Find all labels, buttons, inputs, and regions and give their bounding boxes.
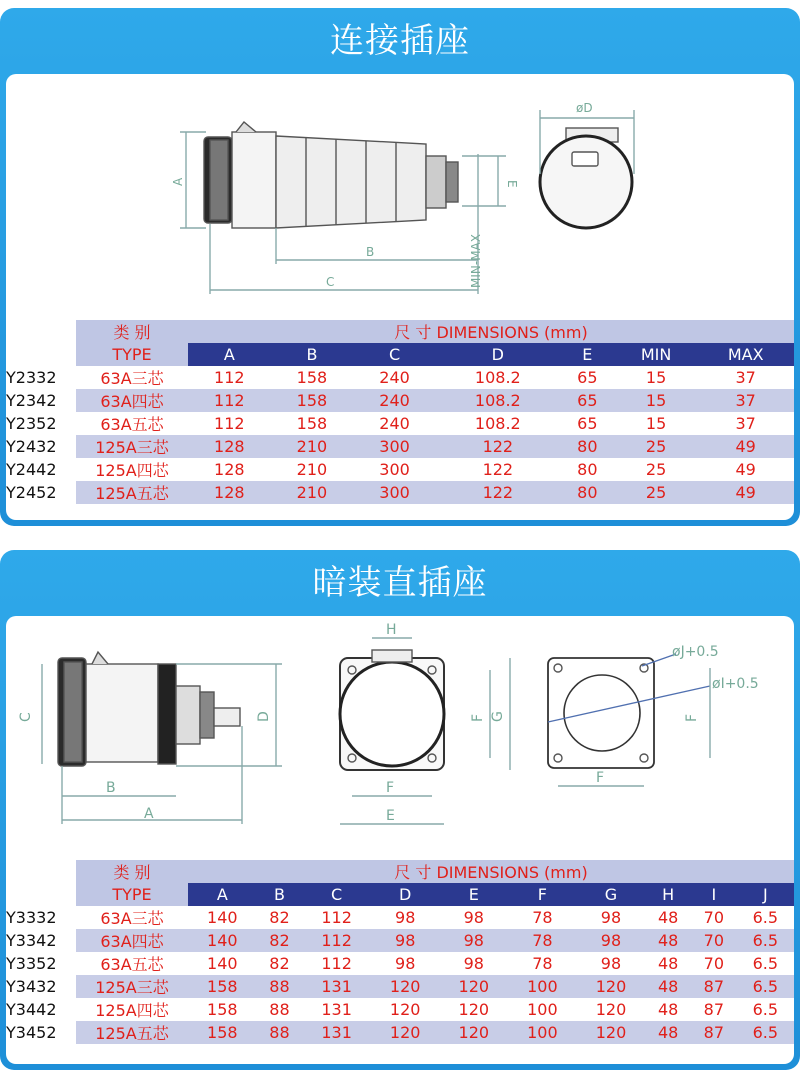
value-cell: 112 (188, 366, 271, 389)
table-row (6, 458, 794, 481)
value-cell: 78 (508, 929, 577, 952)
value-cell: 49 (697, 481, 794, 504)
type-header-cn: 类 别 (76, 860, 188, 883)
label-F-side: F (470, 713, 486, 722)
column-header: MAX (697, 343, 794, 366)
value-cell: 6.5 (737, 998, 794, 1021)
type-header-cn: 类 别 (76, 320, 188, 343)
value-cell: 122 (436, 435, 560, 458)
value-cell: 87 (691, 998, 737, 1021)
model-code: Y2452 (6, 481, 76, 504)
flush-socket-drawing (6, 616, 794, 838)
type-cell: 125A五芯 (76, 1021, 188, 1044)
dimensions-table-2 (6, 860, 794, 1044)
type-header-en: TYPE (76, 343, 188, 366)
value-cell: 158 (271, 366, 354, 389)
value-cell: 120 (440, 998, 509, 1021)
value-cell: 122 (436, 458, 560, 481)
value-cell: 158 (188, 998, 257, 1021)
column-header: A (188, 883, 257, 906)
value-cell: 87 (691, 975, 737, 998)
label-G: G (490, 711, 506, 722)
value-cell: 6.5 (737, 975, 794, 998)
model-code: Y3432 (6, 975, 76, 998)
value-cell: 37 (697, 389, 794, 412)
table-row (6, 481, 794, 504)
column-header: B (271, 343, 354, 366)
column-header: D (436, 343, 560, 366)
value-cell: 158 (188, 975, 257, 998)
value-cell: 88 (257, 998, 303, 1021)
label-D: D (256, 711, 272, 722)
value-cell: 6.5 (737, 906, 794, 929)
value-cell: 48 (645, 998, 691, 1021)
value-cell: 128 (188, 435, 271, 458)
column-header: D (371, 883, 440, 906)
value-cell: 98 (371, 906, 440, 929)
value-cell: 87 (691, 1021, 737, 1044)
type-cell: 63A三芯 (76, 366, 188, 389)
type-cell: 125A三芯 (76, 975, 188, 998)
value-cell: 112 (302, 952, 371, 975)
value-cell: 65 (560, 412, 615, 435)
label-A: A (171, 177, 185, 186)
value-cell: 112 (188, 389, 271, 412)
section-connector-socket (0, 8, 800, 526)
dimensions-header: 尺 寸 DIMENSIONS (mm) (188, 860, 794, 883)
model-code: Y2332 (6, 366, 76, 389)
model-code: Y3342 (6, 929, 76, 952)
label-H: H (386, 622, 397, 638)
value-cell: 210 (271, 481, 354, 504)
value-cell: 49 (697, 435, 794, 458)
column-header: G (577, 883, 646, 906)
value-cell: 98 (440, 929, 509, 952)
label-I: øI+0.5 (712, 676, 759, 692)
value-cell: 108.2 (436, 366, 560, 389)
value-cell: 98 (371, 952, 440, 975)
value-cell: 98 (440, 952, 509, 975)
value-cell: 15 (615, 412, 698, 435)
label-B: B (366, 245, 375, 259)
value-cell: 15 (615, 366, 698, 389)
value-cell: 6.5 (737, 929, 794, 952)
value-cell: 48 (645, 975, 691, 998)
section-title: 暗装直插座 (312, 563, 488, 603)
table-row (6, 412, 794, 435)
label-C: C (326, 275, 335, 289)
value-cell: 112 (302, 929, 371, 952)
value-cell: 131 (302, 1021, 371, 1044)
value-cell: 128 (188, 458, 271, 481)
section-body (6, 616, 794, 1064)
value-cell: 48 (645, 1021, 691, 1044)
model-code: Y3452 (6, 1021, 76, 1044)
value-cell: 15 (615, 389, 698, 412)
value-cell: 240 (353, 389, 436, 412)
table-row (6, 929, 794, 952)
column-header: F (508, 883, 577, 906)
value-cell: 120 (440, 1021, 509, 1044)
table-row (6, 975, 794, 998)
value-cell: 25 (615, 458, 698, 481)
value-cell: 120 (577, 975, 646, 998)
column-header: A (188, 343, 271, 366)
column-header: C (302, 883, 371, 906)
model-code: Y3442 (6, 998, 76, 1021)
label-A: A (144, 806, 154, 822)
column-header: MIN (615, 343, 698, 366)
value-cell: 131 (302, 998, 371, 1021)
table-row (6, 952, 794, 975)
value-cell: 25 (615, 481, 698, 504)
value-cell: 140 (188, 906, 257, 929)
value-cell: 80 (560, 458, 615, 481)
label-E: E (505, 180, 519, 188)
label-D: øD (576, 101, 593, 115)
value-cell: 6.5 (737, 1021, 794, 1044)
value-cell: 78 (508, 952, 577, 975)
label-F-front: F (386, 780, 395, 796)
value-cell: 48 (645, 952, 691, 975)
table-row (6, 998, 794, 1021)
value-cell: 112 (302, 906, 371, 929)
value-cell: 25 (615, 435, 698, 458)
model-code: Y2342 (6, 389, 76, 412)
value-cell: 300 (353, 481, 436, 504)
model-code: Y2432 (6, 435, 76, 458)
value-cell: 120 (577, 998, 646, 1021)
label-F-cutout-h: F (596, 770, 605, 786)
section-flush-socket (0, 550, 800, 1070)
model-code: Y2442 (6, 458, 76, 481)
value-cell: 128 (188, 481, 271, 504)
value-cell: 108.2 (436, 412, 560, 435)
value-cell: 98 (440, 906, 509, 929)
label-C: C (18, 712, 34, 722)
value-cell: 48 (645, 906, 691, 929)
label-E: E (386, 808, 395, 824)
value-cell: 122 (436, 481, 560, 504)
value-cell: 108.2 (436, 389, 560, 412)
value-cell: 100 (508, 998, 577, 1021)
type-cell: 63A四芯 (76, 389, 188, 412)
value-cell: 98 (577, 906, 646, 929)
value-cell: 65 (560, 389, 615, 412)
column-header: E (440, 883, 509, 906)
value-cell: 98 (577, 952, 646, 975)
column-header: J (737, 883, 794, 906)
type-cell: 63A四芯 (76, 929, 188, 952)
table-row (6, 389, 794, 412)
value-cell: 300 (353, 458, 436, 481)
column-header: C (353, 343, 436, 366)
label-J: øJ+0.5 (672, 644, 719, 660)
value-cell: 98 (577, 929, 646, 952)
table-row (6, 1021, 794, 1044)
value-cell: 70 (691, 929, 737, 952)
type-cell: 63A三芯 (76, 906, 188, 929)
value-cell: 78 (508, 906, 577, 929)
connector-drawing (6, 74, 794, 304)
value-cell: 82 (257, 929, 303, 952)
value-cell: 70 (691, 906, 737, 929)
value-cell: 120 (371, 1021, 440, 1044)
type-cell: 125A五芯 (76, 481, 188, 504)
column-header: H (645, 883, 691, 906)
table-row (6, 906, 794, 929)
value-cell: 88 (257, 1021, 303, 1044)
label-F-cutout-v: F (684, 713, 700, 722)
type-cell: 125A四芯 (76, 998, 188, 1021)
type-header-en: TYPE (76, 883, 188, 906)
dimensions-table-1 (6, 320, 794, 504)
table-row (6, 435, 794, 458)
value-cell: 37 (697, 412, 794, 435)
value-cell: 88 (257, 975, 303, 998)
section-body (6, 74, 794, 520)
column-header: I (691, 883, 737, 906)
value-cell: 6.5 (737, 952, 794, 975)
section-title: 连接插座 (330, 21, 470, 61)
model-code: Y2352 (6, 412, 76, 435)
value-cell: 80 (560, 435, 615, 458)
column-header: B (257, 883, 303, 906)
model-code: Y3332 (6, 906, 76, 929)
type-cell: 63A五芯 (76, 412, 188, 435)
type-cell: 63A五芯 (76, 952, 188, 975)
model-code: Y3352 (6, 952, 76, 975)
value-cell: 120 (371, 998, 440, 1021)
value-cell: 158 (271, 412, 354, 435)
value-cell: 158 (271, 389, 354, 412)
value-cell: 98 (371, 929, 440, 952)
value-cell: 140 (188, 952, 257, 975)
value-cell: 140 (188, 929, 257, 952)
type-cell: 125A四芯 (76, 458, 188, 481)
value-cell: 210 (271, 435, 354, 458)
dimensions-header: 尺 寸 DIMENSIONS (mm) (188, 320, 794, 343)
value-cell: 70 (691, 952, 737, 975)
value-cell: 37 (697, 366, 794, 389)
value-cell: 48 (645, 929, 691, 952)
value-cell: 82 (257, 906, 303, 929)
value-cell: 158 (188, 1021, 257, 1044)
value-cell: 240 (353, 412, 436, 435)
column-header: E (560, 343, 615, 366)
value-cell: 80 (560, 481, 615, 504)
value-cell: 100 (508, 1021, 577, 1044)
value-cell: 120 (371, 975, 440, 998)
value-cell: 131 (302, 975, 371, 998)
value-cell: 49 (697, 458, 794, 481)
value-cell: 120 (440, 975, 509, 998)
label-min-max: MIN-MAX (469, 234, 483, 288)
value-cell: 210 (271, 458, 354, 481)
value-cell: 120 (577, 1021, 646, 1044)
value-cell: 240 (353, 366, 436, 389)
value-cell: 112 (188, 412, 271, 435)
label-B: B (106, 780, 116, 796)
value-cell: 65 (560, 366, 615, 389)
table-row (6, 366, 794, 389)
value-cell: 82 (257, 952, 303, 975)
value-cell: 300 (353, 435, 436, 458)
type-cell: 125A三芯 (76, 435, 188, 458)
value-cell: 100 (508, 975, 577, 998)
